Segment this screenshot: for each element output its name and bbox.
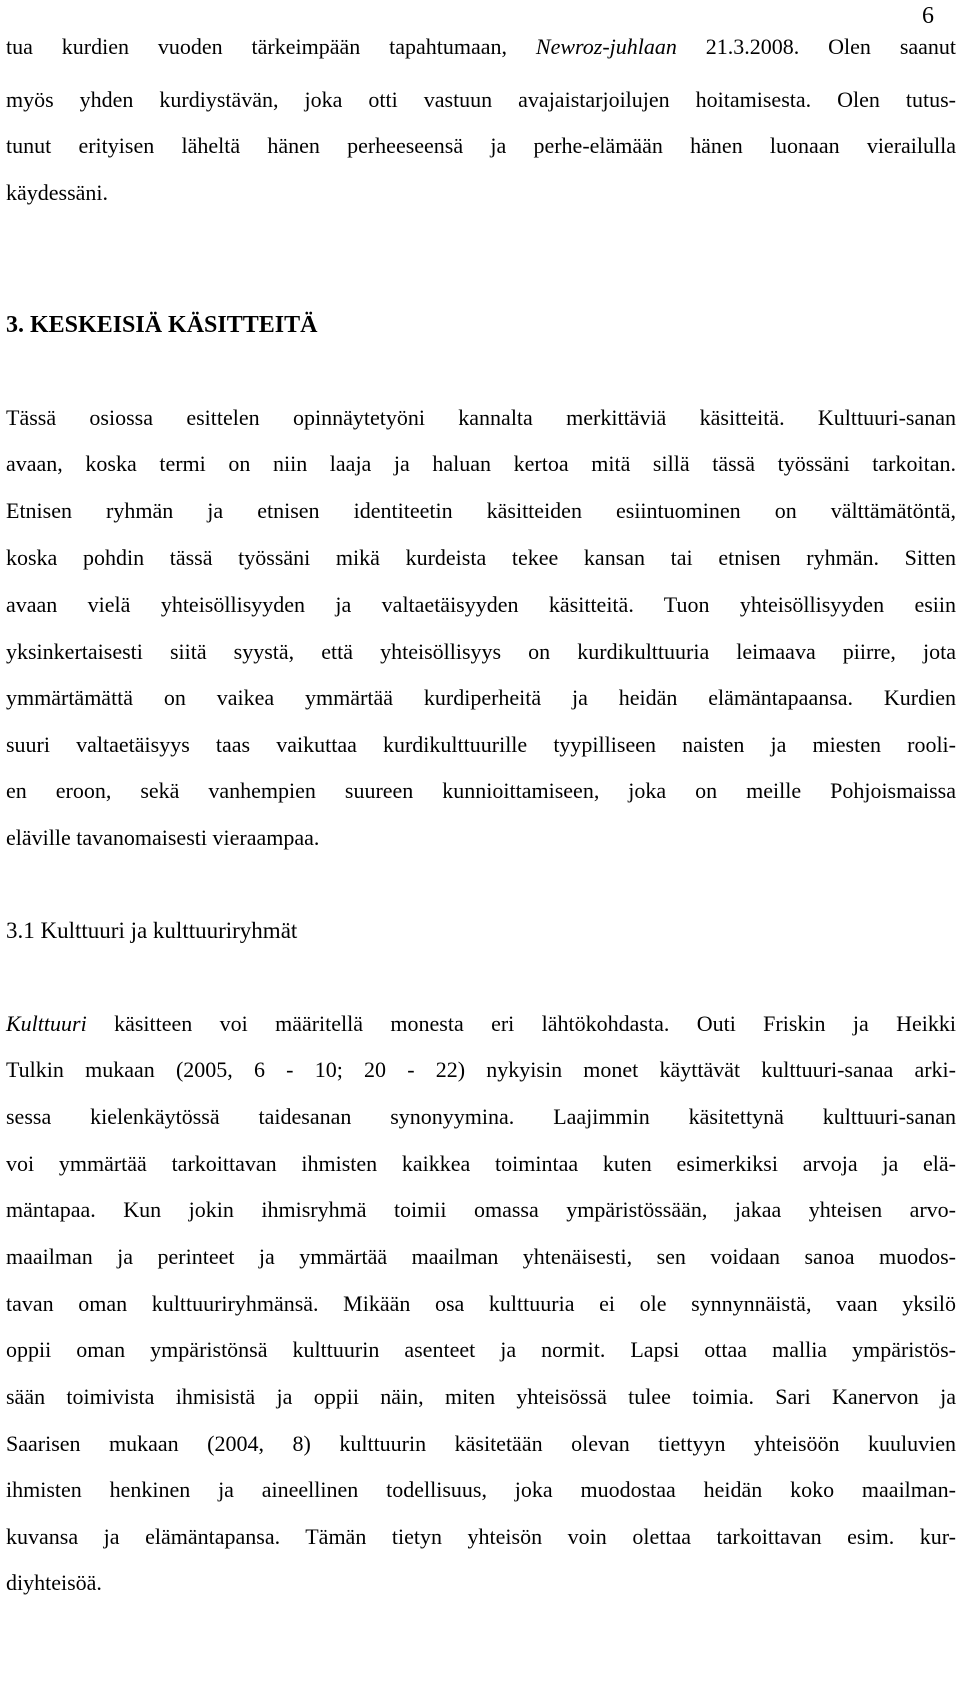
paragraph-line: en eroon, sekä vanhempien suureen kunnioittamiseen, joka on meille Pohjoismaissa: [6, 778, 956, 803]
paragraph-line: yksinkertaisesti siitä syystä, että yhteisöllisyys on kurdikulttuuria leimaava piirre, jota: [6, 639, 956, 664]
paragraph-line: myös yhden kurdiystävän, joka otti vastuun avajaistarjoilujen hoitamisesta. Olen tutus-: [6, 87, 956, 112]
paragraph-line: sään toimivista ihmisistä ja oppii näin, miten yhteisössä tulee toimia. Sari Kanervon ja: [6, 1384, 956, 1409]
paragraph-line: Etnisen ryhmän ja etnisen identiteetin käsitteiden esiintuominen on välttämätöntä,: [6, 498, 956, 523]
paragraph-line: oppii oman ympäristönsä kulttuurin asenteet ja normit. Lapsi ottaa mallia ympäristös-: [6, 1337, 956, 1362]
section-heading: 3. KESKEISIÄ KÄSITTEITÄ: [6, 312, 318, 338]
page-number: 6: [922, 3, 934, 29]
paragraph-line: avaan vielä yhteisöllisyyden ja valtaetäisyyden käsitteitä. Tuon yhteisöllisyyden esiin: [6, 592, 956, 617]
paragraph-line: mäntapaa. Kun jokin ihmisryhmä toimii omassa ympäristössään, jakaa yhteisen arvo-: [6, 1197, 956, 1222]
emphasis-text: Kulttuuri: [6, 1011, 87, 1036]
text-segment: käsitteen voi määritellä monesta eri lähtökohdasta. Outi Friskin ja Heikki: [114, 1011, 957, 1036]
paragraph-line: maailman ja perinteet ja ymmärtää maailman yhtenäisesti, sen voidaan sanoa muodos-: [6, 1244, 956, 1269]
paragraph-line: Saarisen mukaan (2004, 8) kulttuurin käsitetään olevan tiettyyn yhteisöön kuuluvien: [6, 1431, 956, 1456]
paragraph-line: kuvansa ja elämäntapansa. Tämän tietyn yhteisön voin olettaa tarkoittavan esim. kur-: [6, 1524, 956, 1549]
paragraph-line: tavan oman kulttuuriryhmänsä. Mikään osa kulttuuria ei ole synnynnäistä, vaan yksilö: [6, 1291, 956, 1316]
paragraph-line: tunut erityisen läheltä hänen perheeseensä ja perhe-elämään hänen luonaan vierailulla: [6, 133, 956, 158]
paragraph-line: diyhteisöä.: [6, 1570, 102, 1595]
emphasis-text: Newroz-juhlaan: [535, 34, 677, 59]
paragraph-line: ihmisten henkinen ja aineellinen todellisuus, joka muodostaa heidän koko maailman-: [6, 1477, 956, 1502]
paragraph-line: voi ymmärtää tarkoittavan ihmisten kaikkea toimintaa kuten esimerkiksi arvoja ja elä-: [6, 1151, 956, 1176]
paragraph-line: [6, 34, 956, 60]
paragraph-line: koska pohdin tässä työssäni mikä kurdeista tekee kansan tai etnisen ryhmän. Sitten: [6, 545, 956, 570]
paragraph-line: Tulkin mukaan (2005, 6 - 10; 20 - 22) nykyisin monet käyttävät kulttuuri-sanaa arki-: [6, 1057, 956, 1082]
paragraph-line: Tässä osiossa esittelen opinnäytetyöni kannalta merkittäviä käsitteitä. Kulttuuri-sanan: [6, 405, 956, 430]
paragraph-line: ymmärtämättä on vaikea ymmärtää kurdiperheitä ja heidän elämäntapaansa. Kurdien: [6, 685, 956, 710]
subsection-heading: 3.1 Kulttuuri ja kulttuuriryhmät: [6, 918, 298, 943]
paragraph-line: avaan, koska termi on niin laaja ja haluan kertoa mitä sillä tässä työssäni tarkoitan.: [6, 451, 956, 476]
paragraph-line: suuri valtaetäisyys taas vaikuttaa kurdikulttuurille tyypilliseen naisten ja miesten rooli-: [6, 732, 956, 757]
paragraph-line: eläville tavanomaisesti vieraampaa.: [6, 825, 320, 850]
text-segment: 21.3.2008. Olen saanut: [705, 34, 957, 59]
paragraph-line: sessa kielenkäytössä taidesanan synonyymina. Laajimmin käsitettynä kulttuuri-sanan: [6, 1104, 956, 1129]
paragraph-line: [6, 1011, 956, 1037]
text-segment: tua kurdien vuoden tärkeimpään tapahtumaan,: [6, 34, 508, 59]
paragraph-line: käydessäni.: [6, 180, 109, 205]
